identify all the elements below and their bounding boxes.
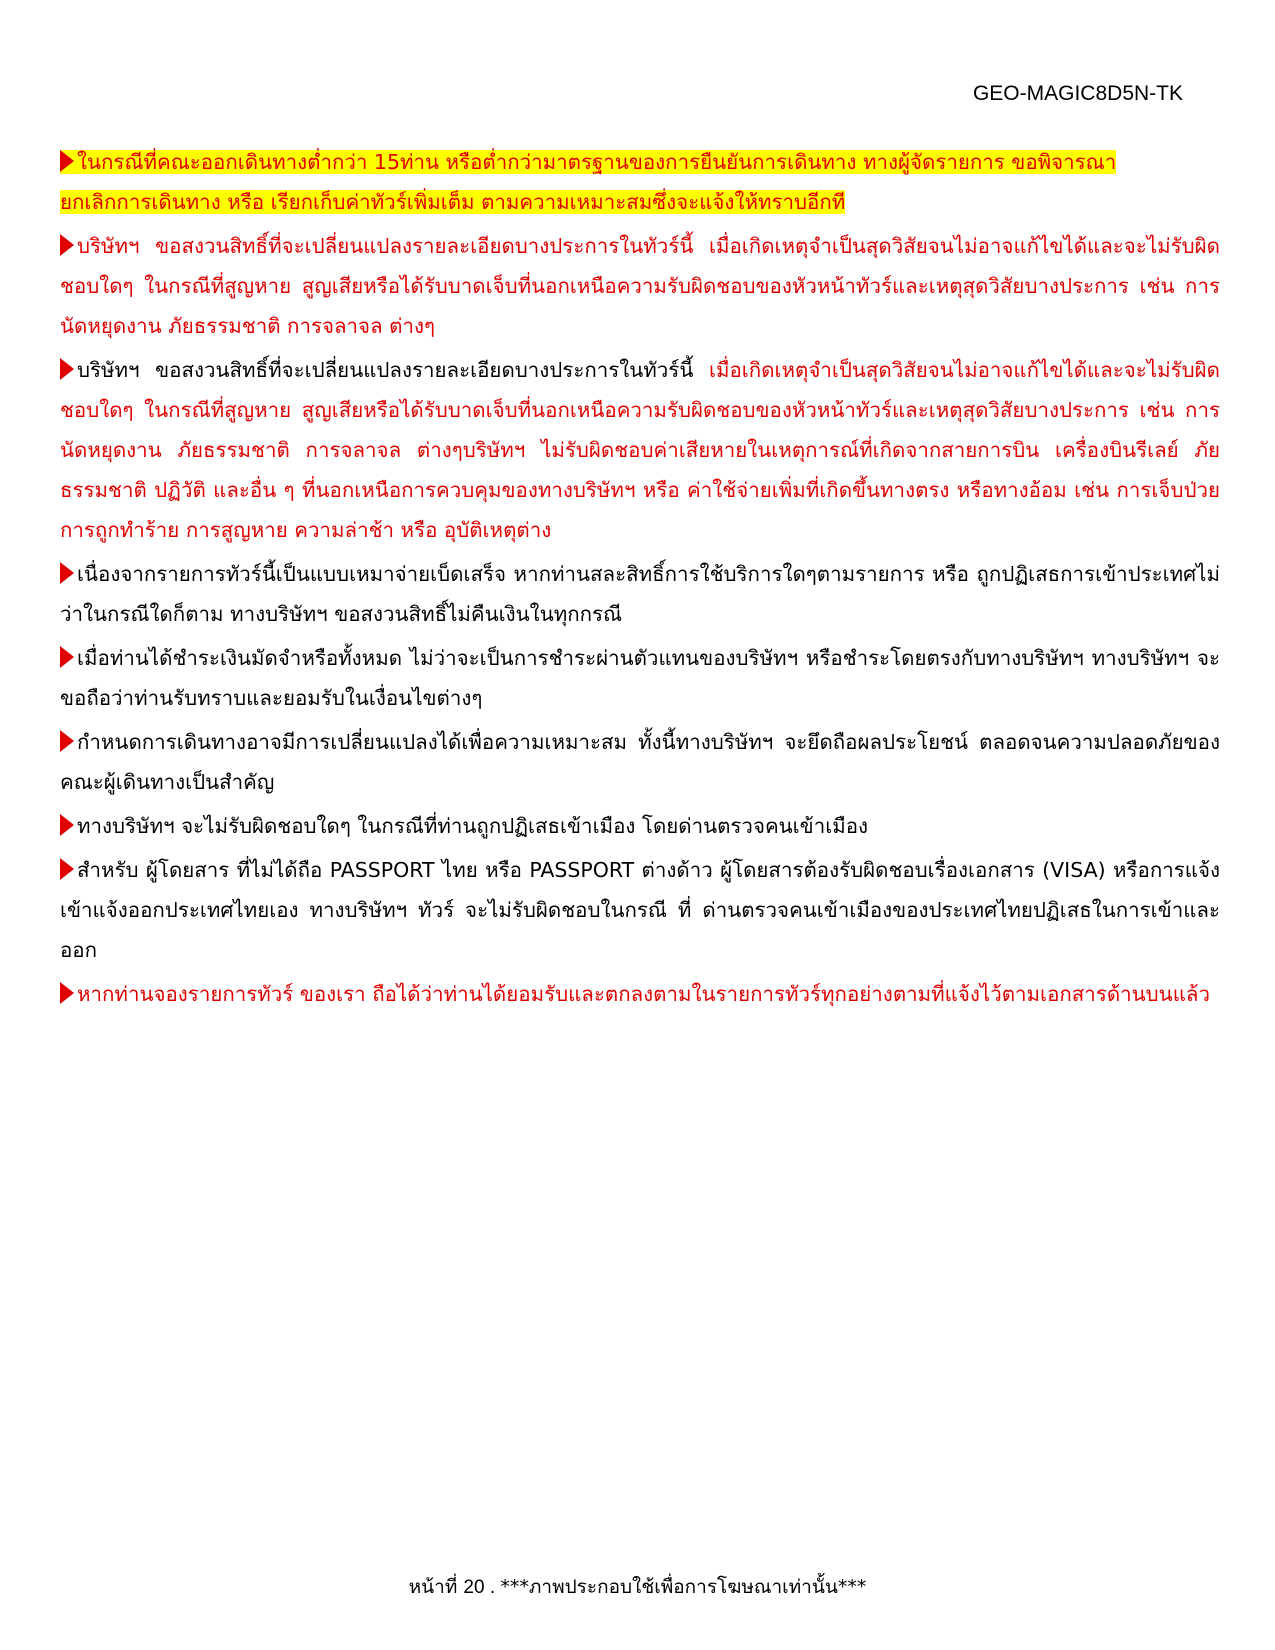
paragraph-package-refund: เนื่องจากรายการทัวร์นี้เป็นแบบเหมาจ่ายเบ็ดเสร็จ หากท่านสละสิทธิ์การใช้บริการใดๆตามรายการ หรือ ถูกปฏิเสธการเข้าประเทศไม่ว่าในกรณีใดก็ตาม ทางบริษัทฯ ขอสงวนสิทธิ์ไม่คืนเงินในทุกกรณี <box>60 562 1220 626</box>
triangle-bullet-icon <box>60 814 74 836</box>
page-number: 20 <box>463 1577 485 1598</box>
paragraph-liability: บริษัทฯ ขอสงวนสิทธิ์ที่จะเปลี่ยนแปลงรายละเอียดบางประการในทัวร์นี้ เมื่อเกิดเหตุจำเป็นสุดวิสัยจนไม่อาจแก้ไขได้และจะไม่รับผิดชอบใดๆ ในกรณีที่สูญหาย สูญเสียหรือได้รับบาดเจ็บที่นอกเหนือความรับผิดชอบของหัวหน้าทัวร์และเหตุสุดวิสัยบางประการ เช่น การนัดหยุดงาน ภัยธรรมชาติ การจลาจล ต่างๆบริษัทฯ ไม่รับผิดชอบค่าเสียหายในเหตุการณ์ที่เกิดจากสายการบิน เครื่องบินรีเลย์ ภัยธรรมชาติ ปฏิวัติ และอื่น ๆ ที่นอกเหนือการควบคุมของทางบริษัทฯ หรือ ค่าใช้จ่ายเพิ่มที่เกิดขึ้นทางตรง หรือทางอ้อม เช่น การเจ็บป่วย การถูกทำร้าย การสูญหาย ความล่าช้า หรือ อุบัติเหตุต่าง <box>60 358 1220 542</box>
highlighted-line: ในกรณีที่คณะออกเดินทางต่ำกว่า 15ท่าน หรือต่ำกว่ามาตรฐานของการยืนยันการเดินทาง ทางผู้จัดรายการ ขอพิจารณา <box>60 150 1116 174</box>
triangle-bullet-icon <box>60 858 74 880</box>
page-footer <box>0 1572 1275 1602</box>
triangle-bullet-icon <box>60 562 74 584</box>
paragraph-schedule-change: กำหนดการเดินทางอาจมีการเปลี่ยนแปลงได้เพื่อความเหมาะสม ทั้งนี้ทางบริษัทฯ จะยึดถือผลประโยชน์ ตลอดจนความปลอดภัยของคณะผู้เดินทางเป็นสำคัญ <box>60 730 1220 794</box>
paragraph-payment-acceptance: เมื่อท่านได้ชำระเงินมัดจำหรือทั้งหมด ไม่ว่าจะเป็นการชำระผ่านตัวแทนของบริษัทฯ หรือชำระโดยตรงกับทางบริษัทฯ ทางบริษัทฯ จะขอถือว่าท่านรับทราบและยอมรับในเงื่อนไขต่างๆ <box>60 646 1220 710</box>
triangle-bullet-icon <box>60 646 74 668</box>
triangle-bullet-icon <box>60 730 74 752</box>
paragraph-foreign-passport: สำหรับ ผู้โดยสาร ที่ไม่ได้ถือ PASSPORT ไทย หรือ PASSPORT ต่างด้าว ผู้โดยสารต้องรับผิดชอบเรื่องเอกสาร (VISA) หรือการแจ้งเข้าแจ้งออกประเทศไทยเอง ทางบริษัทฯ ทัวร์ จะไม่รับผิดชอบในกรณี ที่ ด่านตรวจคนเข้าเมืองของประเทศไทยปฏิเสธในการเข้าและออก <box>60 858 1220 962</box>
document-code: GEO-MAGIC8D5N-TK <box>972 82 1183 105</box>
paragraph-right-to-change: บริษัทฯ ขอสงวนสิทธิ์ที่จะเปลี่ยนแปลงรายละเอียดบางประการในทัวร์นี้ เมื่อเกิดเหตุจำเป็นสุดวิสัยจนไม่อาจแก้ไขได้และจะไม่รับผิดชอบใดๆ ในกรณีที่สูญหาย สูญเสียหรือได้รับบาดเจ็บที่นอกเหนือความรับผิดชอบของหัวหน้าทัวร์และเหตุสุดวิสัยบางประการ เช่น การนัดหยุดงาน ภัยธรรมชาติ การจลาจล ต่างๆ <box>60 234 1220 338</box>
terms-section <box>60 142 1220 1018</box>
highlighted-line: ยกเลิกการเดินทาง หรือ เรียกเก็บค่าทัวร์เพิ่มเต็ม ตามความเหมาะสมซึ่งจะแจ้งให้ทราบอีกที <box>60 190 846 214</box>
triangle-bullet-icon <box>60 358 74 380</box>
paragraph-booking-acceptance: หากท่านจองรายการทัวร์ ของเรา ถือได้ว่าท่านได้ยอมรับและตกลงตามในรายการทัวร์ทุกอย่างตามที่แจ้งไว้ตามเอกสารด้านบนแล้ว <box>60 974 1220 1014</box>
triangle-bullet-icon <box>60 150 74 172</box>
paragraph-min-group <box>60 142 1220 222</box>
footer-separator: . <box>484 1577 501 1598</box>
paragraph-immigration-denial: ทางบริษัทฯ จะไม่รับผิดชอบใดๆ ในกรณีที่ท่านถูกปฏิเสธเข้าเมือง โดยด่านตรวจคนเข้าเมือง <box>60 806 1220 846</box>
triangle-bullet-icon <box>60 982 74 1004</box>
advertising-notice: ***ภาพประกอบใช้เพื่อการโฆษณาเท่านั้น*** <box>500 1576 867 1598</box>
page-prefix: หน้าที่ <box>408 1576 464 1598</box>
triangle-bullet-icon <box>60 234 74 256</box>
